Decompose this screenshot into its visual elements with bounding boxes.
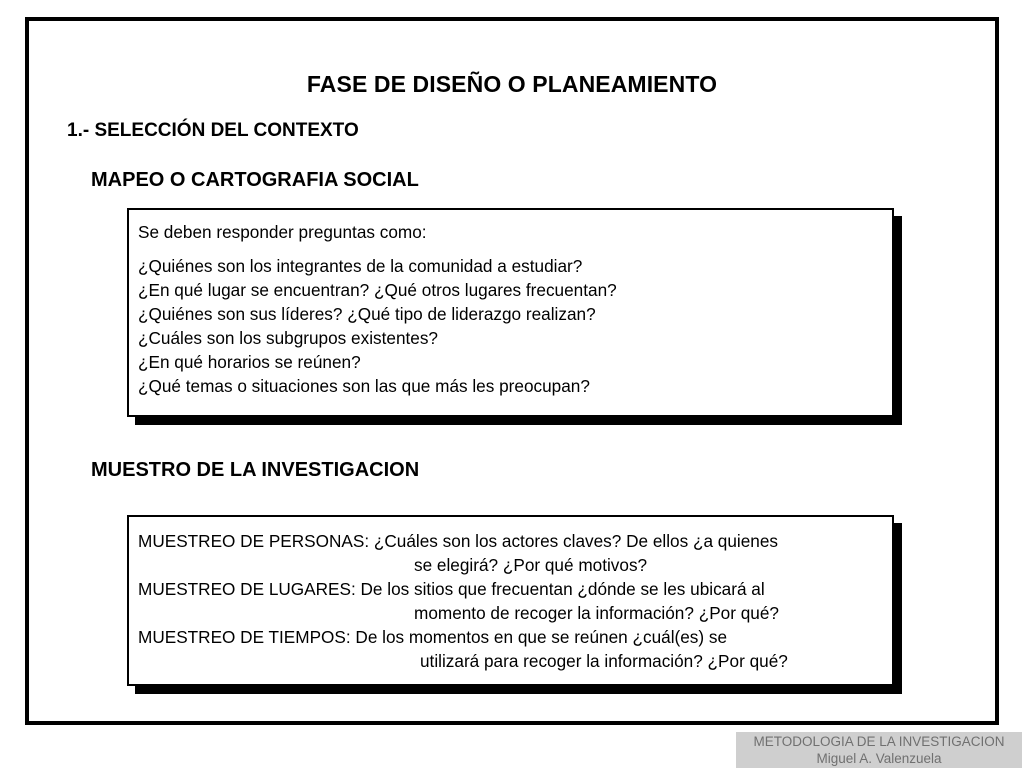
subheading-muestreo: MUESTRO DE LA INVESTIGACION [91,459,420,481]
question-item: ¿Quiénes son sus líderes? ¿Qué tipo de liderazgo realizan? [138,304,596,324]
sampling-times-line1: MUESTREO DE TIEMPOS: De los momentos en que se reúnen ¿cuál(es) se [138,627,728,647]
question-item: ¿Cuáles son los subgrupos existentes? [138,328,438,348]
sampling-times-line2: utilizará para recoger la información? ¿Por qué? [420,651,788,671]
question-item: ¿En qué lugar se encuentran? ¿Qué otros lugares frecuentan? [138,280,617,300]
footer-course: METODOLOGIA DE LA INVESTIGACION [753,734,1005,749]
question-item: ¿En qué horarios se reúnen? [138,352,361,372]
question-item: ¿Qué temas o situaciones son las que más les preocupan? [138,376,590,396]
section-heading: 1.- SELECCIÓN DEL CONTEXTO [67,120,359,141]
questions-box [127,208,894,417]
subheading-mapeo: MAPEO O CARTOGRAFIA SOCIAL [91,169,419,191]
slide-frame [25,17,999,725]
footer-author: Miguel A. Valenzuela [816,751,942,766]
slide-title: FASE DE DISEÑO O PLANEAMIENTO [306,71,718,97]
footer-label [736,732,1022,768]
question-item: ¿Quiénes son los integrantes de la comunidad a estudiar? [138,256,583,276]
questions-intro: Se deben responder preguntas como: [138,222,427,242]
sampling-people-line2: se elegirá? ¿Por qué motivos? [414,555,648,575]
sampling-people-line1: MUESTREO DE PERSONAS: ¿Cuáles son los actores claves? De ellos ¿a quienes [138,531,778,551]
sampling-box [127,515,894,686]
sampling-places-line2: momento de recoger la información? ¿Por qué? [414,603,779,623]
sampling-places-line1: MUESTREO DE LUGARES: De los sitios que frecuentan ¿dónde se les ubicará al [138,579,765,599]
